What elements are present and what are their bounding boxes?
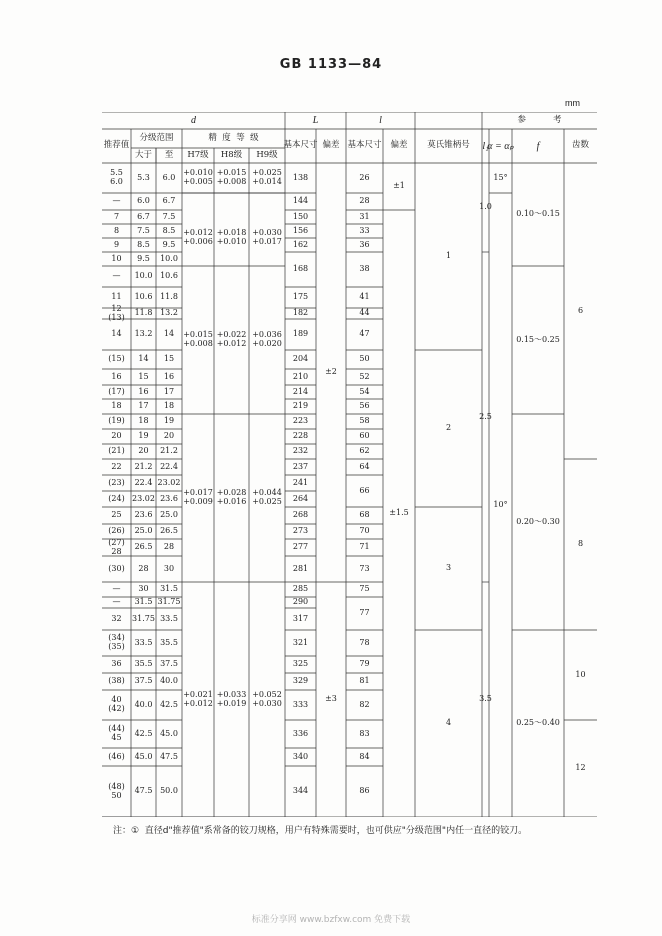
f-value: 0.20～0.30	[516, 516, 560, 526]
h7-tolerance: +0.010 +0.005	[183, 168, 213, 186]
header-reference: 参 考	[517, 114, 562, 125]
rec-cell: (26)	[108, 526, 125, 536]
watermark: 标准分享网 www.bzfxw.com 免费下载	[251, 915, 411, 925]
range-gt-cell: 26.5	[134, 542, 153, 552]
range-to-cell: 15	[163, 354, 175, 364]
rec-cell: 11	[111, 292, 122, 302]
range-gt-cell: 10.0	[134, 271, 153, 281]
L-deviation: ±3	[325, 694, 337, 704]
header-d: d	[191, 115, 196, 126]
range-gt-cell: 5.3	[137, 172, 150, 182]
range-to-cell: 10.0	[160, 253, 178, 263]
rec-cell: 20	[111, 431, 122, 441]
rec-cell: 8	[113, 225, 120, 235]
h9-tolerance: +0.030 +0.017	[252, 228, 282, 246]
L-basic-cell: 264	[292, 493, 309, 503]
range-gt-cell: 10.6	[134, 292, 153, 302]
f-value: 0.10～0.15	[516, 209, 560, 219]
L-basic-cell: 144	[292, 196, 309, 206]
range-to-cell: 50.0	[160, 786, 178, 796]
rec-cell: (30)	[108, 563, 125, 573]
L-basic-cell: 138	[292, 172, 309, 182]
range-gt-cell: 16	[138, 386, 149, 396]
l1-value: 3.5	[479, 694, 492, 704]
range-gt-cell: 22.4	[134, 477, 153, 487]
f-value: 0.15～0.25	[516, 334, 560, 344]
header-to: 至	[164, 149, 174, 160]
header-L-deviation: 偏差	[322, 140, 340, 151]
range-to-cell: 9.5	[162, 239, 176, 249]
range-to-cell: 18	[163, 401, 175, 411]
header-h9: H9级	[256, 149, 278, 160]
rec-cell: 22	[111, 461, 122, 471]
range-to-cell: 25.0	[160, 510, 178, 520]
l-deviation: ±1.5	[389, 508, 409, 518]
header-f: f	[536, 140, 540, 152]
h9-tolerance: +0.036 +0.020	[252, 330, 282, 348]
range-to-cell: 45.0	[160, 728, 178, 738]
l-basic-cell: 60	[359, 431, 370, 441]
range-to-cell: 8.5	[162, 225, 176, 235]
l-basic-cell: 31	[359, 211, 370, 221]
standard-number: GB 1133—84	[279, 57, 383, 72]
h7-tolerance: +0.017 +0.009	[183, 488, 213, 506]
L-basic-cell: 317	[292, 613, 309, 623]
rec-cell: 9	[113, 239, 120, 249]
range-to-cell: 6.0	[162, 172, 176, 182]
rec-cell: (27) 28	[108, 537, 125, 556]
footnote: 注：① 直径d"推荐值"系常备的铰刀规格，用户有特殊需要时，也可供应"分级范围"内任一直径的铰刀。	[113, 826, 528, 836]
L-basic-cell: 219	[292, 401, 309, 411]
rec-cell: (24)	[108, 493, 125, 503]
header-L-basic: 基本尺寸	[283, 140, 318, 151]
teeth-count: 10	[575, 669, 586, 679]
l-basic-cell: 70	[359, 526, 370, 536]
range-gt-cell: 6.0	[137, 196, 150, 206]
l-basic-cell: 81	[359, 676, 370, 686]
rec-cell: (19)	[108, 416, 125, 426]
range-gt-cell: 42.5	[134, 728, 153, 738]
L-basic-cell: 285	[292, 584, 309, 594]
range-to-cell: 37.5	[160, 659, 178, 669]
L-basic-cell: 340	[292, 751, 309, 761]
h8-tolerance: +0.018 +0.010	[216, 228, 247, 246]
rec-cell: —	[112, 584, 121, 594]
range-gt-cell: 47.5	[134, 786, 153, 796]
L-basic-cell: 223	[292, 416, 309, 426]
range-gt-cell: 20	[138, 446, 149, 456]
rec-cell: 16	[111, 371, 122, 381]
L-basic-cell: 232	[292, 446, 309, 456]
range-to-cell: 17	[163, 386, 175, 396]
range-gt-cell: 9.5	[137, 253, 150, 263]
l-basic-cell: 66	[359, 485, 370, 495]
L-basic-cell: 344	[292, 786, 309, 796]
header-range: 分级范围	[139, 132, 174, 143]
L-basic-cell: 228	[292, 431, 309, 441]
l-basic-cell: 38	[359, 264, 370, 274]
rec-cell: (23)	[108, 477, 125, 487]
range-to-cell: 23.02	[157, 477, 181, 487]
l-deviation: ±1	[393, 181, 405, 191]
rec-cell: —	[112, 196, 121, 206]
L-basic-cell: 268	[292, 510, 309, 520]
range-gt-cell: 23.6	[134, 510, 153, 520]
h9-tolerance: +0.025 +0.014	[252, 168, 282, 186]
rec-cell: (48) 50	[108, 781, 125, 800]
range-gt-cell: 23.02	[132, 493, 155, 503]
L-basic-cell: 325	[292, 659, 309, 669]
range-to-cell: 28	[163, 542, 175, 552]
range-gt-cell: 33.5	[134, 637, 153, 647]
rec-cell: 18	[111, 401, 122, 411]
l-basic-cell: 50	[359, 354, 370, 364]
h8-tolerance: +0.022 +0.012	[216, 330, 247, 348]
L-basic-cell: 210	[292, 371, 309, 381]
range-gt-cell: 45.0	[134, 751, 153, 761]
morse-taper-number: 1	[445, 251, 452, 261]
rec-cell: 40 (42)	[108, 695, 125, 713]
range-gt-cell: 37.5	[134, 676, 153, 686]
l-basic-cell: 26	[359, 172, 370, 182]
L-basic-cell: 204	[292, 354, 309, 364]
range-gt-cell: 31.75	[132, 613, 155, 623]
L-basic-cell: 189	[292, 329, 309, 339]
range-to-cell: 35.5	[160, 637, 178, 647]
range-to-cell: 31.75	[157, 597, 181, 607]
L-basic-cell: 273	[292, 526, 309, 536]
range-gt-cell: 40.0	[134, 699, 153, 709]
range-to-cell: 11.8	[160, 292, 178, 302]
header-h7: H7级	[187, 149, 209, 160]
l-basic-cell: 52	[359, 371, 370, 381]
alpha-value: 15°	[493, 172, 508, 182]
l1-value: 2.5	[479, 411, 492, 421]
L-basic-cell: 237	[292, 461, 309, 471]
L-basic-cell: 182	[292, 308, 309, 318]
range-gt-cell: 28	[138, 563, 149, 573]
l-basic-cell: 36	[359, 239, 370, 249]
header-accuracy-grade: 精 度 等 级	[208, 132, 259, 143]
header-teeth: 齿数	[571, 140, 589, 151]
h8-tolerance: +0.028 +0.016	[216, 488, 247, 506]
l-basic-cell: 71	[359, 542, 370, 552]
L-basic-cell: 241	[292, 477, 309, 487]
L-basic-cell: 277	[292, 542, 309, 552]
range-to-cell: 30	[163, 563, 175, 573]
range-gt-cell: 17	[138, 401, 149, 411]
range-to-cell: 22.4	[160, 461, 178, 471]
l-basic-cell: 75	[359, 584, 370, 594]
l-basic-cell: 47	[359, 329, 370, 339]
range-gt-cell: 35.5	[134, 659, 153, 669]
range-to-cell: 14	[163, 329, 175, 339]
l-basic-cell: 28	[359, 196, 370, 206]
l-basic-cell: 82	[359, 699, 370, 709]
range-gt-cell: 25.0	[134, 526, 153, 536]
range-to-cell: 20	[163, 431, 175, 441]
l-basic-cell: 64	[359, 461, 370, 471]
header-L: L	[312, 115, 319, 126]
teeth-count: 12	[575, 763, 586, 773]
range-gt-cell: 14	[138, 354, 149, 364]
L-basic-cell: 214	[292, 386, 309, 396]
l-basic-cell: 79	[359, 659, 370, 669]
L-basic-cell: 281	[292, 563, 309, 573]
L-basic-cell: 175	[292, 292, 309, 302]
header-l1: l₁	[482, 140, 489, 152]
range-gt-cell: 7.5	[137, 225, 150, 235]
morse-taper-number: 3	[445, 563, 452, 573]
range-to-cell: 6.7	[162, 196, 176, 206]
range-gt-cell: 21.2	[134, 461, 153, 471]
rec-cell: (46)	[108, 751, 125, 761]
header-greater-than: 大于	[134, 149, 152, 160]
rec-cell: 12 (13)	[108, 303, 125, 322]
header-morse-taper: 莫氏锥柄号	[427, 140, 470, 151]
range-gt-cell: 30	[138, 584, 149, 594]
range-gt-cell: 18	[138, 416, 149, 426]
h9-tolerance: +0.044 +0.025	[252, 488, 282, 506]
rec-cell: (44) 45	[108, 724, 125, 742]
L-basic-cell: 290	[292, 597, 309, 607]
rec-cell: 25	[111, 510, 122, 520]
range-to-cell: 40.0	[160, 676, 178, 686]
l-basic-cell: 33	[359, 225, 370, 235]
l-basic-cell: 77	[359, 608, 370, 618]
range-to-cell: 42.5	[160, 699, 178, 709]
l-basic-cell: 73	[359, 563, 370, 573]
h8-tolerance: +0.015 +0.008	[216, 168, 247, 186]
l-basic-cell: 56	[359, 401, 370, 411]
range-to-cell: 33.5	[160, 613, 178, 623]
L-basic-cell: 150	[292, 211, 309, 221]
f-value: 0.25～0.40	[516, 718, 560, 728]
teeth-count: 8	[577, 539, 584, 549]
l-basic-cell: 68	[359, 510, 370, 520]
range-to-cell: 19	[163, 416, 175, 426]
rec-cell: (17)	[108, 386, 125, 396]
rec-cell: 5.5 6.0	[110, 168, 123, 186]
range-to-cell: 13.2	[160, 308, 178, 318]
range-to-cell: 21.2	[160, 446, 178, 456]
rec-cell: (38)	[108, 676, 125, 686]
range-to-cell: 16	[163, 371, 175, 381]
range-to-cell: 26.5	[160, 526, 178, 536]
rec-cell: —	[112, 271, 121, 281]
l-basic-cell: 86	[359, 786, 370, 796]
h8-tolerance: +0.033 +0.019	[216, 689, 247, 708]
l-basic-cell: 54	[359, 386, 370, 396]
morse-taper-number: 4	[445, 718, 452, 728]
l-basic-cell: 84	[359, 751, 370, 761]
header-recommended: 推荐值	[103, 140, 130, 151]
teeth-count: 6	[577, 305, 584, 315]
rec-cell: (34) (35)	[108, 633, 125, 651]
rec-cell: (21)	[108, 446, 125, 456]
l-basic-cell: 62	[359, 446, 370, 456]
range-gt-cell: 15	[138, 371, 149, 381]
range-gt-cell: 31.5	[134, 597, 153, 607]
rec-cell: 7	[113, 211, 120, 221]
L-basic-cell: 329	[292, 676, 309, 686]
rec-cell: 10	[111, 253, 122, 263]
morse-taper-number: 2	[445, 423, 452, 433]
range-to-cell: 23.6	[160, 493, 178, 503]
range-to-cell: 47.5	[160, 751, 178, 761]
h7-tolerance: +0.015 +0.008	[183, 330, 213, 348]
range-gt-cell: 11.8	[134, 308, 153, 318]
range-gt-cell: 19	[138, 431, 149, 441]
alpha-value: 10°	[493, 499, 508, 509]
h7-tolerance: +0.012 +0.006	[183, 228, 213, 246]
l-basic-cell: 78	[359, 637, 370, 647]
header-l-basic: 基本尺寸	[347, 140, 382, 151]
L-basic-cell: 156	[292, 225, 309, 235]
header-alpha: α = αₚ	[487, 140, 514, 152]
l-basic-cell: 44	[359, 308, 370, 318]
header-h8: H8级	[220, 149, 243, 160]
header-l-deviation: 偏差	[390, 140, 408, 151]
L-basic-cell: 336	[292, 728, 309, 738]
L-basic-cell: 333	[292, 699, 309, 709]
header-l: l	[379, 115, 382, 126]
h9-tolerance: +0.052 +0.030	[252, 689, 282, 708]
rec-cell: (15)	[108, 354, 125, 364]
l-basic-cell: 41	[359, 292, 370, 302]
L-basic-cell: 168	[292, 264, 309, 274]
rec-cell: 14	[111, 329, 122, 339]
l-basic-cell: 83	[359, 728, 370, 738]
L-basic-cell: 321	[292, 637, 309, 647]
unit-label: mm	[565, 98, 580, 108]
rec-cell: —	[112, 597, 121, 607]
range-to-cell: 31.5	[160, 584, 178, 594]
range-gt-cell: 8.5	[137, 239, 150, 249]
l1-value: 1.0	[479, 202, 492, 212]
reamer-dimension-table	[102, 112, 597, 817]
range-gt-cell: 6.7	[137, 211, 150, 221]
rec-cell: 36	[111, 659, 122, 669]
L-basic-cell: 162	[292, 239, 309, 249]
range-to-cell: 10.6	[160, 271, 178, 281]
rec-cell: 32	[111, 613, 122, 623]
range-to-cell: 7.5	[162, 211, 176, 221]
L-deviation: ±2	[325, 367, 337, 377]
l-basic-cell: 58	[359, 416, 370, 426]
h7-tolerance: +0.021 +0.012	[183, 689, 213, 708]
range-gt-cell: 13.2	[134, 329, 153, 339]
